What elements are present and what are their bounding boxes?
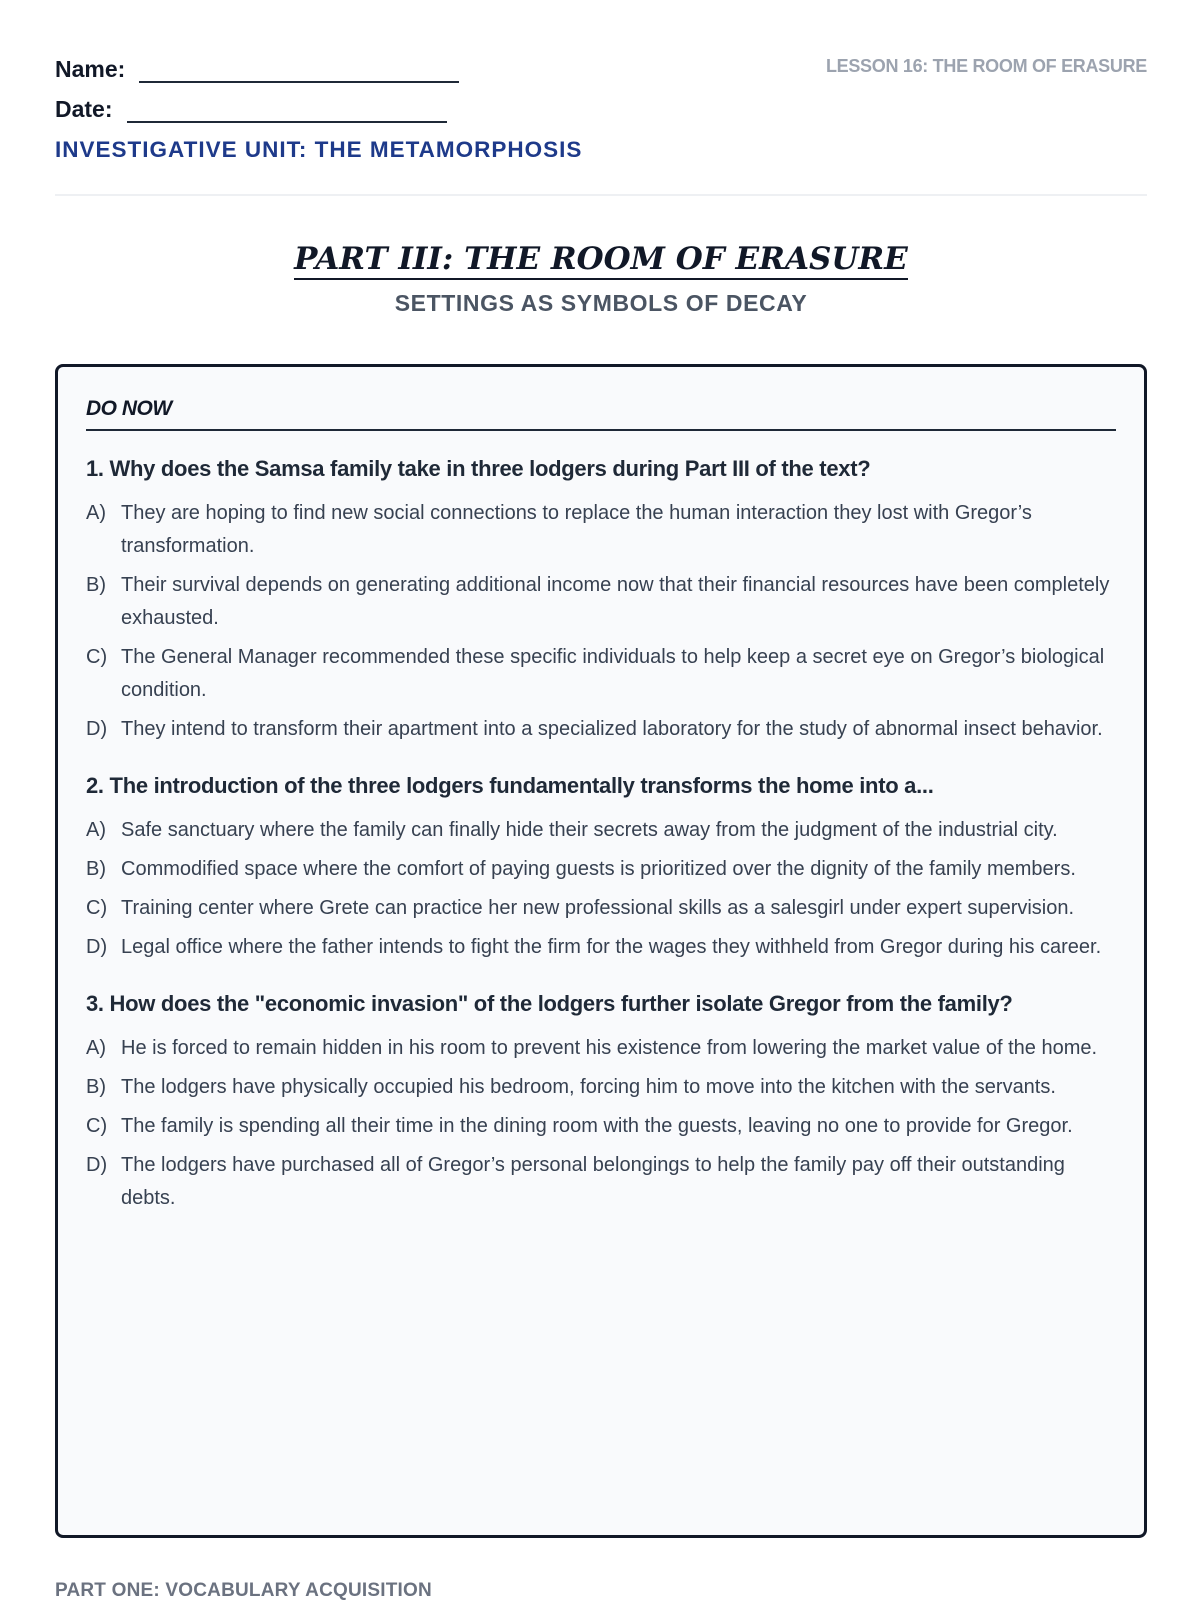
answer-option[interactable] bbox=[86, 641, 1116, 707]
option-letter: A) bbox=[86, 819, 106, 841]
answer-options bbox=[86, 814, 1116, 964]
answer-option[interactable] bbox=[86, 497, 1116, 563]
option-text: Training center where Grete can practice her new professional skills as a salesgirl under expert supervision. bbox=[121, 897, 1075, 919]
answer-option[interactable] bbox=[86, 713, 1116, 746]
name-blank-line[interactable] bbox=[139, 61, 459, 83]
question-text: 2. The introduction of the three lodgers fundamentally transforms the home into a... bbox=[86, 773, 934, 798]
option-text: The family is spending all their time in the dining room with the guests, leaving no one to provide for Gregor. bbox=[121, 1115, 1073, 1137]
answer-option[interactable] bbox=[86, 1149, 1116, 1215]
option-text: Safe sanctuary where the family can finally hide their secrets away from the judgment of the industrial city. bbox=[121, 819, 1058, 841]
unit-title: INVESTIGATIVE UNIT: THE METAMORPHOSIS bbox=[55, 137, 583, 162]
option-letter: B) bbox=[86, 1076, 106, 1098]
option-text: They intend to transform their apartment into a specialized laboratory for the study of abnormal insect behavior. bbox=[121, 718, 1103, 740]
question-2 bbox=[86, 772, 1116, 964]
date-blank-line[interactable] bbox=[127, 101, 447, 123]
option-letter: D) bbox=[86, 1154, 108, 1176]
page-title: PART III: THE ROOM OF ERASURE bbox=[294, 240, 908, 280]
option-letter: D) bbox=[86, 936, 108, 958]
option-text: Their survival depends on generating additional income now that their financial resources have been completely exhausted. bbox=[121, 574, 1110, 629]
option-text: Legal office where the father intends to fight the firm for the wages they withheld from Gregor during his career. bbox=[121, 936, 1102, 958]
worksheet-header bbox=[55, 0, 1147, 196]
option-letter: A) bbox=[86, 1037, 106, 1059]
option-text: They are hoping to find new social connections to replace the human interaction they lost with Gregor’s transformation. bbox=[121, 502, 1032, 557]
date-field-row bbox=[55, 96, 447, 123]
option-letter: C) bbox=[86, 1115, 108, 1137]
answer-option[interactable] bbox=[86, 1071, 1116, 1104]
answer-option[interactable] bbox=[86, 931, 1116, 964]
option-text: The lodgers have physically occupied his bedroom, forcing him to move into the kitchen with the servants. bbox=[121, 1076, 1056, 1098]
name-label: Name: bbox=[55, 56, 126, 82]
lesson-label: LESSON 16: THE ROOM OF ERASURE bbox=[825, 56, 1147, 76]
question-3 bbox=[86, 990, 1116, 1215]
answer-options bbox=[86, 497, 1116, 746]
worksheet-page bbox=[55, 0, 1147, 1600]
name-field-row bbox=[55, 56, 459, 83]
option-letter: A) bbox=[86, 502, 106, 524]
option-text: The General Manager recommended these specific individuals to help keep a secret eye on Gregor’s biological condition. bbox=[121, 646, 1105, 701]
answer-option[interactable] bbox=[86, 853, 1116, 886]
option-letter: C) bbox=[86, 897, 108, 919]
option-text: He is forced to remain hidden in his room to prevent his existence from lowering the market value of the home. bbox=[121, 1037, 1098, 1059]
option-letter: B) bbox=[86, 858, 106, 880]
date-label: Date: bbox=[55, 96, 113, 122]
answer-options bbox=[86, 1032, 1116, 1215]
question-1 bbox=[86, 455, 1116, 746]
option-text: Commodified space where the comfort of paying guests is prioritized over the dignity of the family members. bbox=[121, 858, 1076, 880]
option-letter: C) bbox=[86, 646, 108, 668]
next-section-heading: PART ONE: VOCABULARY ACQUISITION bbox=[55, 1580, 432, 1600]
answer-option[interactable] bbox=[86, 1110, 1116, 1143]
answer-option[interactable] bbox=[86, 569, 1116, 635]
do-now-heading: DO NOW bbox=[86, 397, 1116, 431]
title-block bbox=[55, 240, 1147, 317]
option-letter: B) bbox=[86, 574, 106, 596]
answer-option[interactable] bbox=[86, 814, 1116, 847]
answer-option[interactable] bbox=[86, 892, 1116, 925]
question-text: 1. Why does the Samsa family take in three lodgers during Part III of the text? bbox=[86, 456, 871, 481]
page-subtitle: SETTINGS AS SYMBOLS OF DECAY bbox=[394, 290, 808, 316]
option-letter: D) bbox=[86, 718, 108, 740]
option-text: The lodgers have purchased all of Gregor’s personal belongings to help the family pay off their outstanding debts. bbox=[121, 1154, 1065, 1209]
do-now-panel bbox=[55, 364, 1147, 1538]
question-text: 3. How does the "economic invasion" of the lodgers further isolate Gregor from the family? bbox=[86, 991, 1013, 1016]
answer-option[interactable] bbox=[86, 1032, 1116, 1065]
